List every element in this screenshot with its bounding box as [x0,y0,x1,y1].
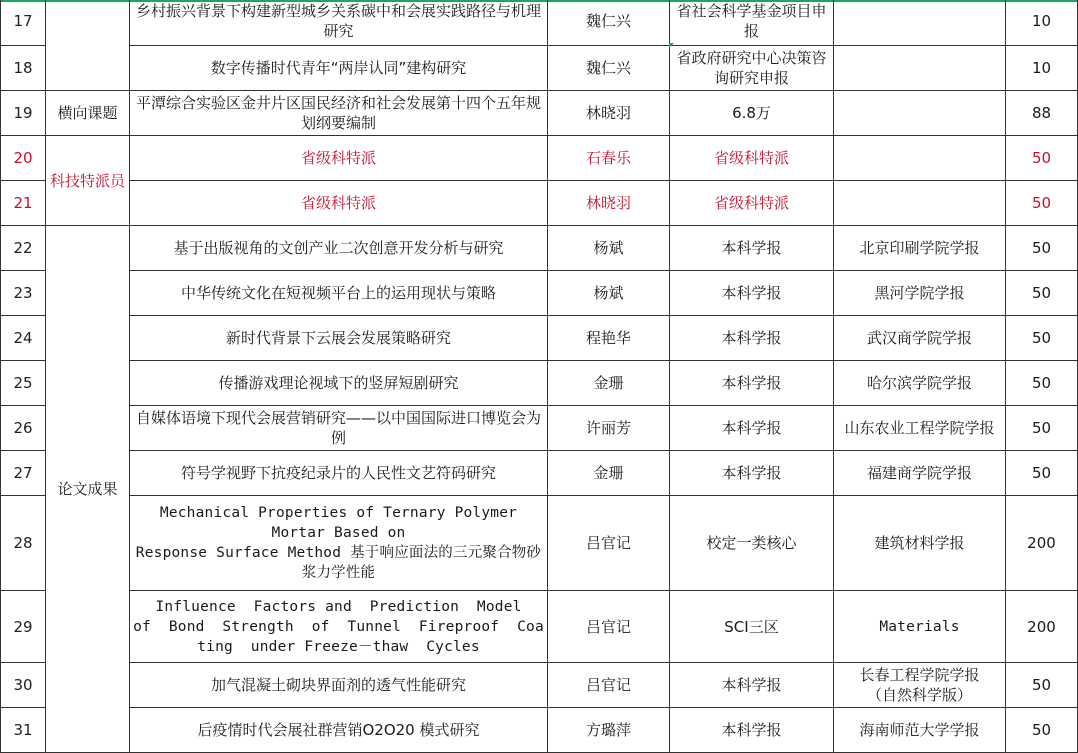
author-cell[interactable]: 魏仁兴 [548,0,670,46]
title-cell[interactable]: Influence Factors and Prediction Model of Bond Strength of Tunnel Fireproof Coa ting under Freeze－thaw Cycles [130,591,548,663]
author-cell[interactable]: 许丽芳 [548,406,670,451]
journal-cell[interactable]: 长春工程学院学报 （自然科学版） [834,663,1006,708]
score-cell[interactable]: 50 [1006,451,1078,496]
journal-cell[interactable] [834,46,1006,91]
journal-cell[interactable]: 山东农业工程学院学报 [834,406,1006,451]
row-number[interactable]: 20 [1,136,46,181]
row-number[interactable]: 19 [1,91,46,136]
journal-cell[interactable]: 哈尔滨学院学报 [834,361,1006,406]
journal-cell[interactable] [834,181,1006,226]
score-cell[interactable]: 50 [1006,181,1078,226]
table-row [1,451,1078,496]
level-cell[interactable]: 省政府研究中心决策咨询研究申报 [670,46,834,91]
journal-cell[interactable] [834,136,1006,181]
title-cell[interactable]: Mechanical Properties of Ternary Polymer Mortar Based on Response Surface Method 基于响应面法的三元聚合物砂浆力学性能 [130,496,548,591]
category-cell[interactable]: 横向课题 [46,91,130,136]
row-number[interactable]: 17 [1,0,46,46]
table-row [1,0,1078,46]
level-cell[interactable]: 本科学报 [670,708,834,753]
title-cell[interactable]: 后疫情时代会展社群营销O2O20 模式研究 [130,708,548,753]
journal-cell[interactable] [834,0,1006,46]
journal-cell[interactable]: 福建商学院学报 [834,451,1006,496]
journal-cell[interactable] [834,91,1006,136]
table-row [1,46,1078,91]
row-number[interactable]: 29 [1,591,46,663]
table-row [1,496,1078,591]
table-row [1,591,1078,663]
level-cell[interactable]: 省级科特派 [670,136,834,181]
title-cell[interactable]: 传播游戏理论视域下的竖屏短剧研究 [130,361,548,406]
row-number[interactable]: 21 [1,181,46,226]
cell-comment-indicator-icon [669,43,674,48]
score-cell[interactable]: 50 [1006,406,1078,451]
author-cell[interactable]: 方璐萍 [548,708,670,753]
row-number[interactable]: 18 [1,46,46,91]
level-cell[interactable]: 省级科特派 [670,181,834,226]
table-row [1,316,1078,361]
title-cell[interactable]: 新时代背景下云展会发展策略研究 [130,316,548,361]
journal-cell[interactable]: 武汉商学院学报 [834,316,1006,361]
table-row [1,361,1078,406]
level-cell[interactable]: 本科学报 [670,406,834,451]
title-cell[interactable]: 数字传播时代青年“两岸认同”建构研究 [130,46,548,91]
score-cell[interactable]: 200 [1006,496,1078,591]
row-number[interactable]: 26 [1,406,46,451]
score-cell[interactable]: 10 [1006,0,1078,46]
row-number[interactable]: 23 [1,271,46,316]
table-row [1,181,1078,226]
journal-cell[interactable]: 建筑材料学报 [834,496,1006,591]
title-cell[interactable]: 省级科特派 [130,136,548,181]
title-cell[interactable]: 加气混凝土砌块界面剂的透气性能研究 [130,663,548,708]
level-cell[interactable]: 6.8万 [670,91,834,136]
table-row [1,226,1078,271]
score-cell[interactable]: 50 [1006,663,1078,708]
level-cell[interactable]: 省社会科学基金项目申报 [670,0,834,46]
table-row [1,271,1078,316]
author-cell[interactable]: 林晓羽 [548,181,670,226]
score-cell[interactable]: 50 [1006,316,1078,361]
category-cell-empty[interactable] [46,0,130,91]
table-row [1,708,1078,753]
author-cell[interactable]: 金珊 [548,451,670,496]
title-cell[interactable]: 平潭综合实验区金井片区国民经济和社会发展第十四个五年规划纲要编制 [130,91,548,136]
score-cell[interactable]: 50 [1006,271,1078,316]
score-cell[interactable]: 50 [1006,361,1078,406]
category-cell[interactable]: 论文成果 [46,226,130,753]
author-cell[interactable]: 石春乐 [548,136,670,181]
author-cell[interactable]: 杨斌 [548,271,670,316]
score-cell[interactable]: 50 [1006,226,1078,271]
level-cell[interactable]: 本科学报 [670,451,834,496]
author-cell[interactable]: 程艳华 [548,316,670,361]
row-number[interactable]: 22 [1,226,46,271]
level-cell[interactable]: 校定一类核心 [670,496,834,591]
category-cell[interactable]: 科技特派员 [46,136,130,226]
level-cell[interactable]: SCI三区 [670,591,834,663]
row-number[interactable]: 28 [1,496,46,591]
journal-cell[interactable]: 北京印刷学院学报 [834,226,1006,271]
title-cell[interactable]: 省级科特派 [130,181,548,226]
journal-cell[interactable]: 海南师范大学学报 [834,708,1006,753]
row-number[interactable]: 25 [1,361,46,406]
author-cell[interactable]: 杨斌 [548,226,670,271]
author-cell[interactable]: 吕官记 [548,496,670,591]
title-cell[interactable]: 中华传统文化在短视频平台上的运用现状与策略 [130,271,548,316]
score-cell[interactable]: 10 [1006,46,1078,91]
author-cell[interactable]: 林晓羽 [548,91,670,136]
title-cell[interactable]: 自媒体语境下现代会展营销研究——以中国国际进口博览会为例 [130,406,548,451]
row-number[interactable]: 31 [1,708,46,753]
journal-cell[interactable]: 黑河学院学报 [834,271,1006,316]
title-cell[interactable]: 符号学视野下抗疫纪录片的人民性文艺符码研究 [130,451,548,496]
table-row [1,663,1078,708]
level-cell[interactable]: 本科学报 [670,316,834,361]
score-cell[interactable]: 50 [1006,708,1078,753]
level-cell[interactable]: 本科学报 [670,361,834,406]
author-cell[interactable]: 吕官记 [548,663,670,708]
row-number[interactable]: 24 [1,316,46,361]
score-cell[interactable]: 88 [1006,91,1078,136]
level-cell[interactable]: 本科学报 [670,271,834,316]
author-cell[interactable]: 金珊 [548,361,670,406]
author-cell[interactable]: 魏仁兴 [548,46,670,91]
author-cell[interactable]: 吕官记 [548,591,670,663]
level-cell[interactable]: 本科学报 [670,226,834,271]
title-cell[interactable]: 基于出版视角的文创产业二次创意开发分析与研究 [130,226,548,271]
row-number[interactable]: 30 [1,663,46,708]
score-cell[interactable]: 200 [1006,591,1078,663]
row-number[interactable]: 27 [1,451,46,496]
journal-cell[interactable]: Materials [834,591,1006,663]
table-row [1,91,1078,136]
level-cell[interactable]: 本科学报 [670,663,834,708]
table-row [1,406,1078,451]
table-row [1,136,1078,181]
score-cell[interactable]: 50 [1006,136,1078,181]
title-cell[interactable]: 乡村振兴背景下构建新型城乡关系碳中和会展实践路径与机理研究 [130,0,548,46]
